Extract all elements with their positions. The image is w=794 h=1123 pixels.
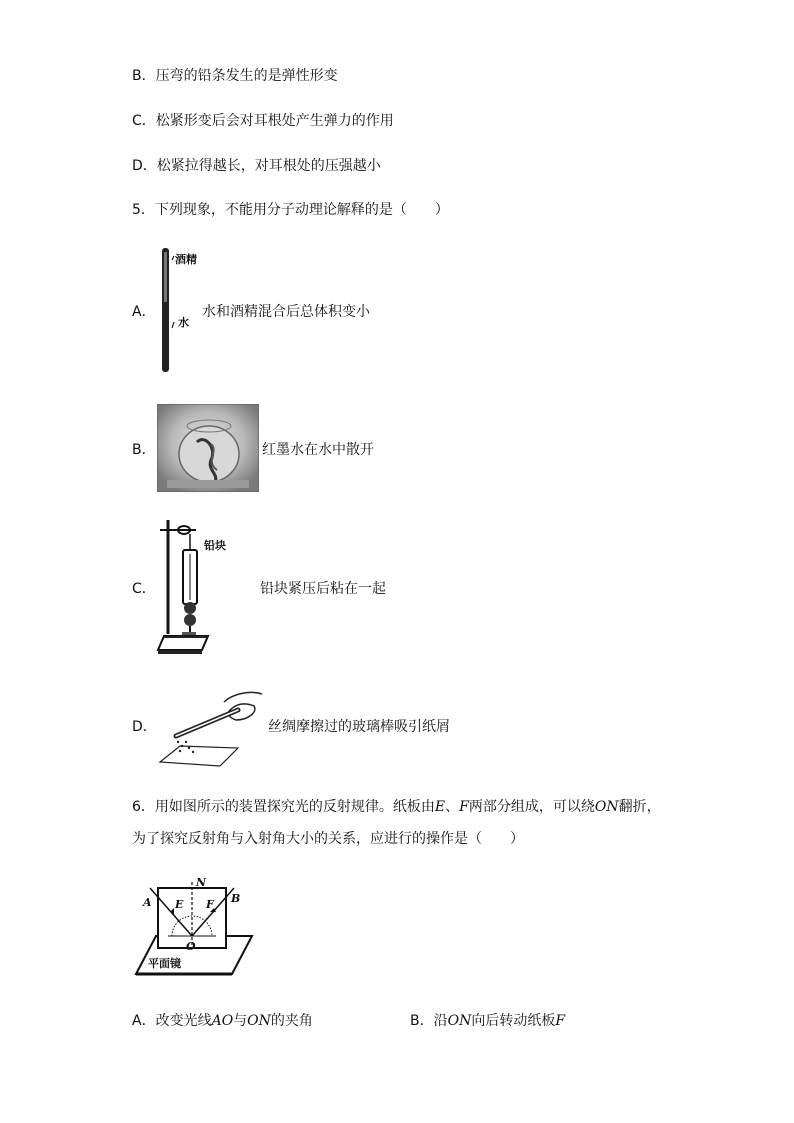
fig-label-n: N [196,876,207,889]
ink-photo [157,404,259,492]
q6-option-a [132,1012,313,1030]
q4-option-d: D．松紧拉得越长，对耳根处的压强越小 [132,158,381,174]
q5-d-letter: D． [132,719,157,735]
lead-block-label: 铅块 [204,539,226,552]
fig-label-mirror: 平面镜 [148,957,181,970]
q6-opt-a-text1: A．改变光线 [132,1013,212,1029]
fig-label-a: A [143,896,152,909]
q5-c-letter: C． [132,581,156,597]
q6-stem-part2: 两部分组成，可以绕 [468,799,595,815]
q5-b-letter: B． [132,442,156,458]
q6-opt-a-text2: 与 [233,1013,248,1029]
q5-b-text: 红墨水在水中散开 [262,442,374,458]
q6-sep: 、 [445,799,460,815]
q6-opt-a-var1: AO [211,1013,234,1029]
fig-label-o: O [186,940,196,953]
q4-option-b: B．压弯的铅条发生的是弹性形变 [132,68,338,84]
q4-option-c: C．松紧形变后会对耳根处产生弹力的作用 [132,113,394,129]
q5-a-text: 水和酒精混合后总体积变小 [202,304,370,320]
q6-stem-part1: 6．用如图所示的装置探究光的反射规律。纸板由 [132,799,435,815]
q6-stem-line2: 为了探究反射角与入射角大小的关系，应进行的操作是（ ） [132,831,524,847]
q6-opt-b-var1: ON [447,1013,472,1029]
fig-label-e: E [175,898,184,911]
q5-c-text: 铅块紧压后粘在一起 [260,581,386,597]
tube-label-alcohol: 酒精 [175,253,197,266]
q6-var-e: E [434,799,446,815]
fig-label-b: B [231,892,241,905]
tube-label-water: 水 [178,316,189,329]
lead-block-stand [154,514,234,656]
glass-rod-figure [158,684,266,768]
q6-option-b [410,1012,565,1030]
fig-label-f: F [206,898,214,911]
q6-var-f: F [459,799,469,815]
q6-var-on: ON [594,799,619,815]
q5-a-letter: A． [132,304,156,320]
q5-stem: 5．下列现象，不能用分子动理论解释的是（ ） [132,202,449,218]
q6-opt-b-text2: 向后转动纸板 [471,1013,556,1029]
q6-stem-line1 [132,798,661,816]
q6-opt-b-var2: F [555,1013,566,1029]
q6-opt-a-var2: ON [247,1013,271,1029]
q6-opt-b-text1: B．沿 [410,1013,448,1029]
q6-opt-a-text3: 的夹角 [270,1013,313,1029]
q5-d-text: 丝绸摩擦过的玻璃棒吸引纸屑 [268,719,450,735]
q6-stem-part3: 翻折， [618,799,661,815]
